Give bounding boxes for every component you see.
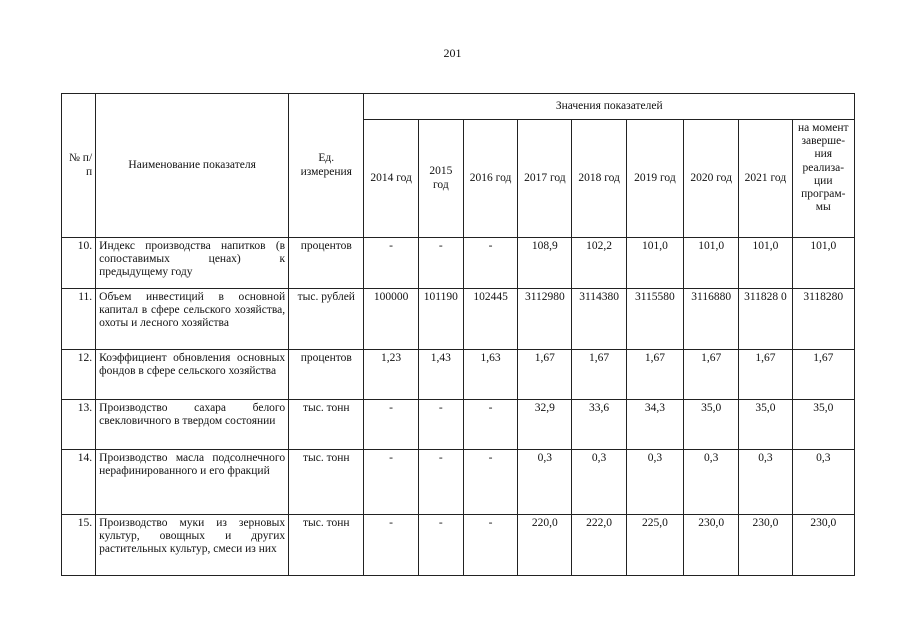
row-value: 3112980 xyxy=(518,289,572,350)
header-unit: Ед. измерения xyxy=(289,94,364,238)
row-value: 1,67 xyxy=(684,350,739,400)
row-value: 1,63 xyxy=(463,350,517,400)
row-value: 0,3 xyxy=(792,450,854,515)
row-value: 1,67 xyxy=(792,350,854,400)
header-year: 2014 год xyxy=(364,120,418,238)
row-value: - xyxy=(463,238,517,289)
row-value: - xyxy=(364,515,418,576)
table-row xyxy=(62,515,855,576)
row-value: 1,67 xyxy=(572,350,626,400)
row-value: 33,6 xyxy=(572,400,626,450)
table-row xyxy=(62,400,855,450)
table-row xyxy=(62,238,855,289)
row-value: - xyxy=(364,450,418,515)
row-value: 311828 0 xyxy=(739,289,792,350)
row-value: 230,0 xyxy=(792,515,854,576)
row-num: 13. xyxy=(62,400,96,450)
header-values-group: Значения показателей xyxy=(364,94,855,120)
row-num: 15. xyxy=(62,515,96,576)
row-name: Производство масла подсолнечного нерафинированного и его фракций xyxy=(96,450,289,515)
row-unit: процентов xyxy=(289,238,364,289)
row-value: 101,0 xyxy=(739,238,792,289)
row-value: - xyxy=(463,450,517,515)
row-value: 0,3 xyxy=(739,450,792,515)
header-program-end: на момент заверше-ния реализа-ции програм-мы xyxy=(792,120,854,238)
row-value: 108,9 xyxy=(518,238,572,289)
row-value: 0,3 xyxy=(626,450,683,515)
row-value: 32,9 xyxy=(518,400,572,450)
row-value: 101,0 xyxy=(792,238,854,289)
row-value: - xyxy=(364,400,418,450)
row-value: 3115580 xyxy=(626,289,683,350)
row-value: - xyxy=(418,450,463,515)
header-year: 2015 год xyxy=(418,120,463,238)
row-num: 14. xyxy=(62,450,96,515)
row-value: - xyxy=(418,515,463,576)
row-name: Производство муки из зерновых культур, овощных и других растительных культур, смеси из них xyxy=(96,515,289,576)
header-name: Наименование показателя xyxy=(96,94,289,238)
row-unit: тыс. тонн xyxy=(289,400,364,450)
row-value: 3118280 xyxy=(792,289,854,350)
row-value: 35,0 xyxy=(792,400,854,450)
header-year: 2018 год xyxy=(572,120,626,238)
row-value: 0,3 xyxy=(518,450,572,515)
row-unit: тыс. рублей xyxy=(289,289,364,350)
header-year: 2017 год xyxy=(518,120,572,238)
row-value: 1,67 xyxy=(518,350,572,400)
header-year: 2021 год xyxy=(739,120,792,238)
row-num: 12. xyxy=(62,350,96,400)
row-value: 1,43 xyxy=(418,350,463,400)
row-value: - xyxy=(364,238,418,289)
row-name: Объем инвестиций в основной капитал в сфере сельского хозяйства, охоты и лесного хозяйства xyxy=(96,289,289,350)
row-value: 222,0 xyxy=(572,515,626,576)
table-row xyxy=(62,289,855,350)
table-row xyxy=(62,450,855,515)
row-value: - xyxy=(418,238,463,289)
row-value: 0,3 xyxy=(572,450,626,515)
header-row-1 xyxy=(62,94,855,120)
indicators-table xyxy=(61,93,855,576)
row-value: - xyxy=(463,400,517,450)
row-num: 11. xyxy=(62,289,96,350)
row-value: 102,2 xyxy=(572,238,626,289)
row-value: 1,67 xyxy=(626,350,683,400)
row-value: 3114380 xyxy=(572,289,626,350)
header-num: № п/п xyxy=(62,94,96,238)
row-unit: тыс. тонн xyxy=(289,450,364,515)
row-value: 102445 xyxy=(463,289,517,350)
row-value: 230,0 xyxy=(739,515,792,576)
row-name: Производство сахара белого свекловичного в твердом состоянии xyxy=(96,400,289,450)
row-value: 34,3 xyxy=(626,400,683,450)
table-row xyxy=(62,350,855,400)
page-number: 201 xyxy=(443,46,462,60)
header-year: 2020 год xyxy=(684,120,739,238)
row-value: 220,0 xyxy=(518,515,572,576)
row-value: 101,0 xyxy=(684,238,739,289)
row-value: 230,0 xyxy=(684,515,739,576)
row-unit: тыс. тонн xyxy=(289,515,364,576)
row-num: 10. xyxy=(62,238,96,289)
row-value: - xyxy=(463,515,517,576)
row-value: 225,0 xyxy=(626,515,683,576)
row-unit: процентов xyxy=(289,350,364,400)
row-value: 101190 xyxy=(418,289,463,350)
header-year: 2016 год xyxy=(463,120,517,238)
row-value: 35,0 xyxy=(739,400,792,450)
row-name: Индекс производства напитков (в сопоставимых ценах) к предыдущему году xyxy=(96,238,289,289)
row-value: 100000 xyxy=(364,289,418,350)
row-value: 101,0 xyxy=(626,238,683,289)
header-year: 2019 год xyxy=(626,120,683,238)
row-value: 3116880 xyxy=(684,289,739,350)
row-value: - xyxy=(418,400,463,450)
row-value: 0,3 xyxy=(684,450,739,515)
row-value: 1,67 xyxy=(739,350,792,400)
row-value: 35,0 xyxy=(684,400,739,450)
row-value: 1,23 xyxy=(364,350,418,400)
row-name: Коэффициент обновления основных фондов в сфере сельского хозяйства xyxy=(96,350,289,400)
